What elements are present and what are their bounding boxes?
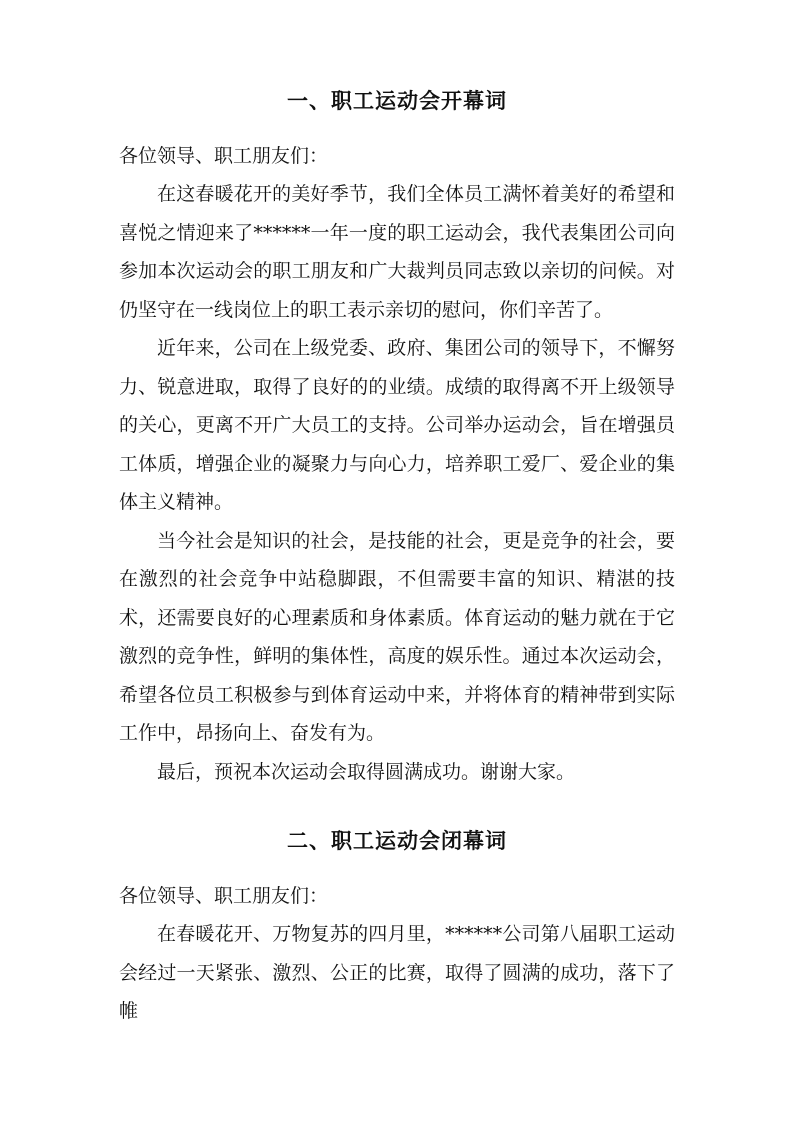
closing-salutation: 各位领导、职工朋友们： (119, 885, 329, 907)
closing-speech-section (119, 824, 675, 1031)
opening-salutation: 各位领导、职工朋友们： (119, 145, 329, 167)
opening-paragraph-1: 在这春暖花开的美好季节，我们全体员工满怀着美好的希望和喜悦之情迎来了******一年一度的职工运动会，我代表集团公司向参加本次运动会的职工朋友和广大裁判员同志致以亲切的问候。对仍坚守在一线岗位上的职工表示亲切的慰问，你们辛苦了。 (119, 183, 675, 321)
opening-paragraph-3: 当今社会是知识的社会，是技能的社会，更是竞争的社会，要在激烈的社会竞争中站稳脚跟，不但需要丰富的知识、精湛的技术，还需要良好的心理素质和身体素质。体育运动的魅力就在于它激烈的竞争性，鲜明的集体性，高度的娱乐性。通过本次运动会，希望各位员工积极参与到体育运动中来，并将体育的精神带到实际工作中，昂扬向上、奋发有为。 (119, 529, 675, 744)
opening-speech-title: 一、职工运动会开幕词 (287, 88, 507, 113)
opening-paragraph-2: 近年来，公司在上级党委、政府、集团公司的领导下，不懈努力、锐意进取，取得了良好的的业绩。成绩的取得离不开上级领导的关心，更离不开广大员工的支持。公司举办运动会，旨在增强员工体质，增强企业的凝聚力与向心力，培养职工爱厂、爱企业的集体主义精神。 (119, 337, 675, 513)
opening-paragraph-4: 最后，预祝本次运动会取得圆满成功。谢谢大家。 (157, 760, 576, 783)
opening-speech-section (119, 84, 675, 791)
closing-speech-title: 二、职工运动会闭幕词 (287, 828, 507, 853)
closing-paragraph-1: 在春暖花开、万物复苏的四月里，******公司第八届职工运动会经过一天紧张、激烈、公正的比赛，取得了圆满的成功，落下了帷 (119, 923, 675, 1022)
